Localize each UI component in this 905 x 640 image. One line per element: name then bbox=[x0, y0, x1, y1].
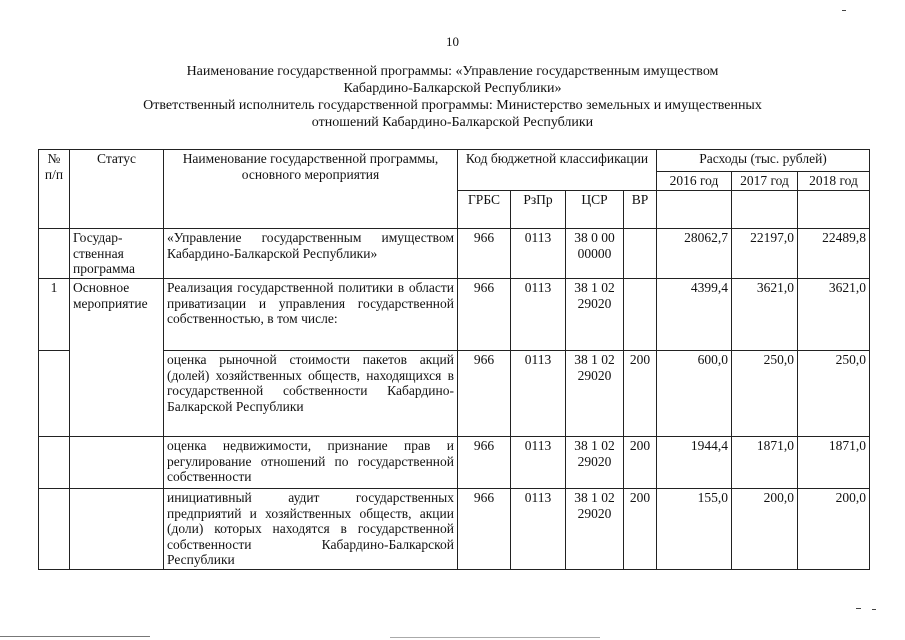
row-num bbox=[39, 351, 70, 437]
row-rzpr: 0113 bbox=[511, 279, 566, 351]
header-year-2017: 2017 год bbox=[732, 172, 798, 191]
row-2017: 3621,0 bbox=[732, 279, 798, 351]
row-2018: 200,0 bbox=[798, 489, 870, 570]
header-budget-code: Код бюджетной классификации bbox=[458, 150, 657, 191]
header-name: Наименование государственной программы, основного мероприятия bbox=[164, 150, 458, 229]
row-grbs: 966 bbox=[458, 229, 511, 279]
row-rzpr: 0113 bbox=[511, 351, 566, 437]
row-2017: 22197,0 bbox=[732, 229, 798, 279]
row-grbs: 966 bbox=[458, 279, 511, 351]
row-num: 1 bbox=[39, 279, 70, 351]
row-csr: 38 1 02 29020 bbox=[566, 351, 624, 437]
page-number: 10 bbox=[446, 34, 459, 49]
table-row bbox=[39, 489, 870, 570]
header-year-2016: 2016 год bbox=[657, 172, 732, 191]
heading-line-4: отношений Кабардино-Балкарской Республики bbox=[311, 115, 594, 130]
row-vr: 200 bbox=[624, 489, 657, 570]
table-row bbox=[39, 351, 870, 437]
header-csr: ЦСР bbox=[566, 191, 624, 229]
header-status: Статус bbox=[70, 150, 164, 229]
row-name: «Управление государственным имуществом Кабардино-Балкарской Республики» bbox=[164, 229, 458, 279]
row-rzpr: 0113 bbox=[511, 229, 566, 279]
row-vr: 200 bbox=[624, 351, 657, 437]
row-num bbox=[39, 489, 70, 570]
row-2018: 250,0 bbox=[798, 351, 870, 437]
row-status bbox=[70, 351, 164, 437]
heading-line-3: Ответственный исполнитель государственной программы: Министерство земельных и имущественных bbox=[143, 98, 762, 113]
scan-mark bbox=[842, 10, 846, 11]
row-status: Основное мероприятие bbox=[70, 279, 164, 351]
row-rzpr: 0113 bbox=[511, 437, 566, 489]
table-row bbox=[39, 437, 870, 489]
header-vr: ВР bbox=[624, 191, 657, 229]
row-status bbox=[70, 489, 164, 570]
header-spacer bbox=[798, 191, 870, 229]
row-num bbox=[39, 437, 70, 489]
row-rzpr: 0113 bbox=[511, 489, 566, 570]
row-vr bbox=[624, 229, 657, 279]
row-vr: 200 bbox=[624, 437, 657, 489]
row-2018: 3621,0 bbox=[798, 279, 870, 351]
scan-mark bbox=[0, 636, 150, 637]
header-num: № п/п bbox=[39, 150, 70, 229]
row-status bbox=[70, 437, 164, 489]
row-2016: 155,0 bbox=[657, 489, 732, 570]
row-csr: 38 1 02 29020 bbox=[566, 437, 624, 489]
row-grbs: 966 bbox=[458, 437, 511, 489]
row-num bbox=[39, 229, 70, 279]
scan-mark bbox=[872, 609, 876, 610]
row-csr: 38 1 02 29020 bbox=[566, 279, 624, 351]
scan-mark bbox=[390, 637, 600, 638]
row-csr: 38 0 00 00000 bbox=[566, 229, 624, 279]
row-2016: 1944,4 bbox=[657, 437, 732, 489]
row-status: Государ-ственная программа bbox=[70, 229, 164, 279]
table-row bbox=[39, 279, 870, 351]
program-table bbox=[38, 149, 870, 570]
row-2017: 1871,0 bbox=[732, 437, 798, 489]
row-2018: 22489,8 bbox=[798, 229, 870, 279]
heading-line-1: Наименование государственной программы: «Управление государственным имуществом bbox=[186, 64, 719, 79]
row-vr bbox=[624, 279, 657, 351]
row-csr: 38 1 02 29020 bbox=[566, 489, 624, 570]
row-grbs: 966 bbox=[458, 351, 511, 437]
row-2016: 600,0 bbox=[657, 351, 732, 437]
header-spacer bbox=[657, 191, 732, 229]
row-2016: 28062,7 bbox=[657, 229, 732, 279]
table-row bbox=[39, 229, 870, 279]
header-expenses: Расходы (тыс. рублей) bbox=[657, 150, 870, 172]
program-heading bbox=[60, 63, 845, 131]
header-grbs: ГРБС bbox=[458, 191, 511, 229]
row-grbs: 966 bbox=[458, 489, 511, 570]
row-name: оценка недвижимости, признание прав и регулирование отношений по государственной собственности bbox=[164, 437, 458, 489]
header-spacer bbox=[732, 191, 798, 229]
row-2018: 1871,0 bbox=[798, 437, 870, 489]
row-2017: 250,0 bbox=[732, 351, 798, 437]
header-rzpr: РзПр bbox=[511, 191, 566, 229]
row-name: оценка рыночной стоимости пакетов акций (долей) хозяйственных обществ, находящихся в государственной собственности Кабардино-Балкарской Республики bbox=[164, 351, 458, 437]
scan-mark bbox=[856, 608, 861, 609]
row-name: Реализация государственной политики в области приватизации и управления государственной собственностью, в том числе: bbox=[164, 279, 458, 351]
row-name: инициативный аудит государственных предприятий и хозяйственных обществ, акции (доли) которых находятся в государственной собственности Кабардино-Балкарской Республики bbox=[164, 489, 458, 570]
heading-line-2: Кабардино-Балкарской Республики» bbox=[343, 81, 562, 96]
header-year-2018: 2018 год bbox=[798, 172, 870, 191]
row-2016: 4399,4 bbox=[657, 279, 732, 351]
row-2017: 200,0 bbox=[732, 489, 798, 570]
